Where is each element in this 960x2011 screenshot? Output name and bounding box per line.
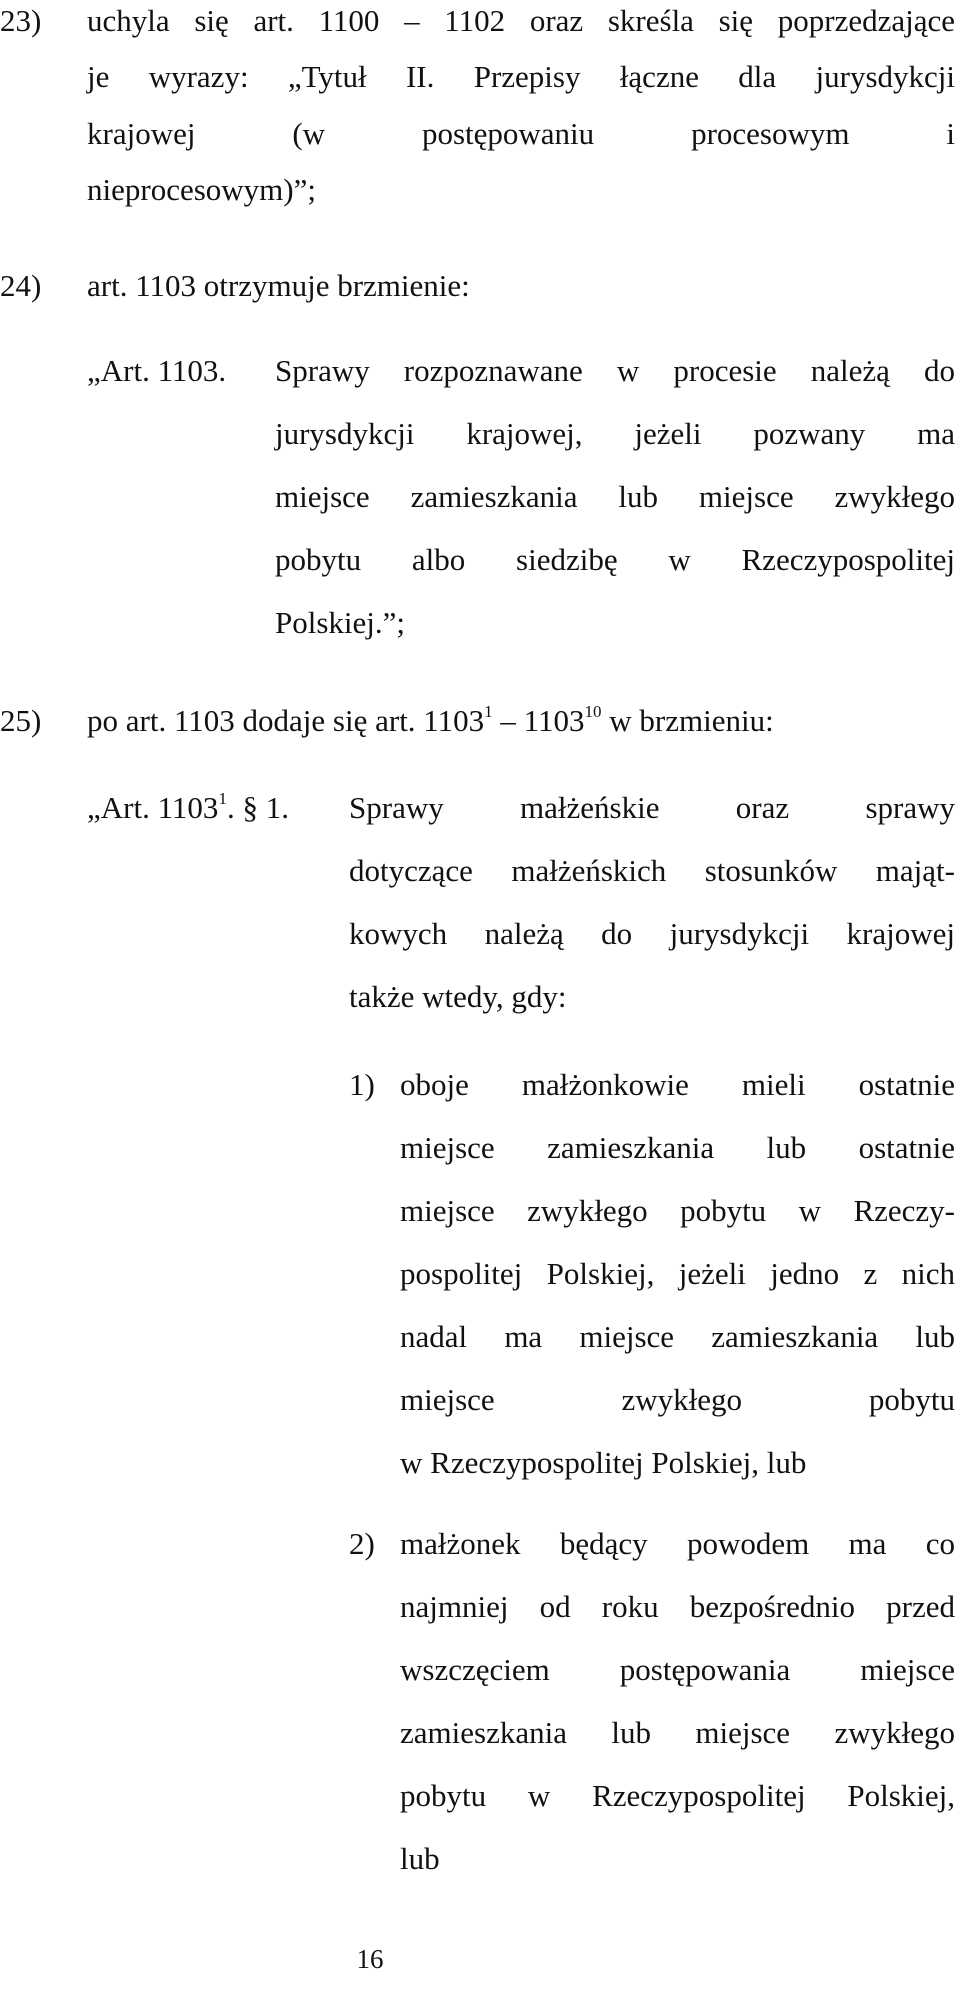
- item-25-sup-b: 10: [584, 702, 602, 721]
- item-23-number: 23): [0, 3, 42, 38]
- point-1-line-3: miejsce zwykłego pobytu w Rzeczy-: [400, 1193, 955, 1228]
- art-1103-1-line-4: także wtedy, gdy:: [349, 979, 567, 1014]
- item-23-line-4: nieprocesowym)”;: [87, 172, 316, 207]
- art-1103-line-2: jurysdykcji krajowej, jeżeli pozwany ma: [275, 416, 955, 451]
- art-1103-1-label-b: . § 1.: [226, 790, 289, 825]
- item-23-line-3: krajowej (w postępowaniu procesowym i: [87, 116, 955, 151]
- point-2-line-4: zamieszkania lub miejsce zwykłego: [400, 1715, 955, 1750]
- item-25-text: [87, 700, 774, 742]
- point-2-line-6: lub: [400, 1841, 440, 1876]
- art-1103-1-line-2: dotyczące małżeńskich stosunków mająt-: [349, 853, 955, 888]
- item-23-line-2: je wyrazy: „Tytuł II. Przepisy łączne dla jurysdykcji: [87, 59, 955, 94]
- point-2-line-1: małżonek będący powodem ma co: [400, 1526, 955, 1561]
- point-2-line-2: najmniej od roku bezpośrednio przed: [400, 1589, 955, 1624]
- point-1-line-1: oboje małżonkowie mieli ostatnie: [400, 1067, 955, 1102]
- art-1103-1-line-1: Sprawy małżeńskie oraz sprawy: [349, 790, 955, 825]
- art-1103-line-3: miejsce zamieszkania lub miejsce zwykłego: [275, 479, 955, 514]
- art-1103-line-1: Sprawy rozpoznawane w procesie należą do: [275, 353, 955, 388]
- item-25-text-a: po art. 1103 dodaje się art. 1103: [87, 703, 485, 738]
- art-1103-1-sup: 1: [218, 789, 227, 808]
- art-1103-line-4: pobytu albo siedzibę w Rzeczypospolitej: [275, 542, 955, 577]
- item-23-line-1: uchyla się art. 1100 – 1102 oraz skreśla się poprzedzające: [87, 3, 955, 38]
- point-1-number: 1): [349, 1067, 375, 1102]
- point-1-line-4: pospolitej Polskiej, jeżeli jedno z nich: [400, 1256, 955, 1291]
- page-number: 16: [356, 1944, 384, 1974]
- point-2-line-5: pobytu w Rzeczypospolitej Polskiej,: [400, 1778, 955, 1813]
- point-1-line-2: miejsce zamieszkania lub ostatnie: [400, 1130, 955, 1165]
- item-24-line-1: art. 1103 otrzymuje brzmienie:: [87, 268, 470, 303]
- point-2-line-3: wszczęciem postępowania miejsce: [400, 1652, 955, 1687]
- art-1103-label: „Art. 1103.: [87, 353, 227, 388]
- point-1-line-5: nadal ma miejsce zamieszkania lub: [400, 1319, 955, 1354]
- point-1-line-6: miejsce zwykłego pobytu: [400, 1382, 955, 1417]
- item-25-text-c: w brzmieniu:: [601, 703, 774, 738]
- art-1103-line-5: Polskiej.”;: [275, 605, 406, 640]
- item-25-number: 25): [0, 703, 42, 738]
- art-1103-1-line-3: kowych należą do jurysdykcji krajowej: [349, 916, 955, 951]
- item-25-text-b: – 1103: [492, 703, 585, 738]
- art-1103-1-label-a: „Art. 1103: [87, 790, 219, 825]
- point-1-line-7: w Rzeczypospolitej Polskiej, lub: [400, 1445, 807, 1480]
- point-2-number: 2): [349, 1526, 375, 1561]
- art-1103-1-label: [87, 787, 289, 829]
- item-24-number: 24): [0, 268, 42, 303]
- item-25-sup-a: 1: [484, 702, 493, 721]
